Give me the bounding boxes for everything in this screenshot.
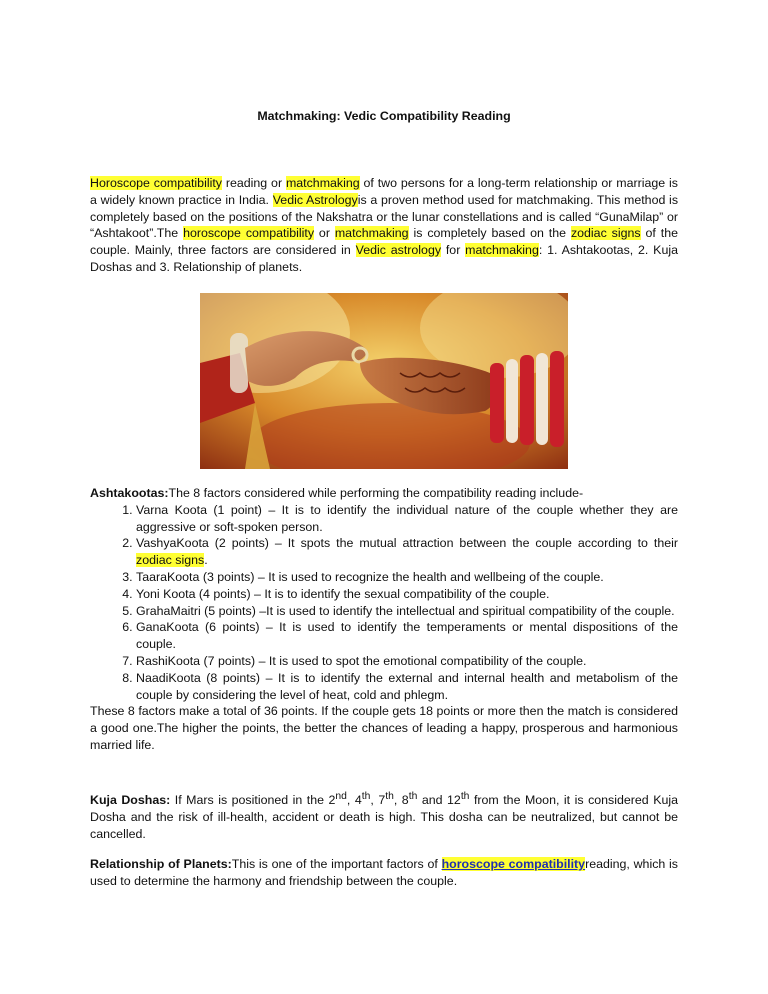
highlight-term: zodiac signs [136,553,205,568]
intro-paragraph: Horoscope compatibility reading or matchmaking of two persons for a long-term relationship or marriage is a widely known practice in India. Vedic Astrologyis a proven method used for matchmaking. This method is completely based on the positions of the Nakshatra or the lunar constellations and is called “GunaMilap” or “Ashtakoot”.The horoscope compatibility or matchmaking is completely based on the zodiac signs of the couple. Mainly, three factors are considered in Vedic astrology for matchmaking: 1. Ashtakootas, 2. Kuja Doshas and 3. Relationship of planets. [90,176,679,274]
ashtakootas-summary: These 8 factors make a total of 36 points. If the couple gets 18 points or more then the match is considered a good one.The higher the points, the better the chances of leading a happy, prosperous and harmonious married life. [90,704,678,752]
highlight-term: Vedic Astrology [272,192,358,207]
highlight-term: Horoscope compatibility [90,176,222,190]
highlight-term: matchmaking [285,176,360,190]
list-item: 3. TaaraKoota (3 points) – It is used to recognize the health and wellbeing of the couple. [136,569,678,586]
list-item: 7. RashiKoota (7 points) – It is used to spot the emotional compatibility of the couple. [136,653,678,670]
list-item: 1. Varna Koota (1 point) – It is to identify the individual nature of the couple whether they are aggressive or soft-spoken person. [136,502,678,536]
horoscope-compatibility-link[interactable]: horoscope compatibility [441,857,586,871]
list-item: 2. VashyaKoota (2 points) – It spots the mutual attraction between the couple according to their zodiac signs. [136,535,678,569]
list-item: 8. NaadiKoota (8 points) – It is to identify the external and internal health and metabolism of the couple by considering the level of heat, cold and phlegm. [136,670,678,704]
highlight-term: Vedic astrology [355,243,442,258]
section-heading: Kuja Doshas: [90,793,171,808]
highlight-term: matchmaking [334,226,409,241]
highlight-term: zodiac signs [570,226,641,241]
relationship-paragraph: Relationship of Planets:This is one of the important factors of horoscope compatibilityreading, which is used to determine the harmony and friendship between the couple. [90,857,678,888]
highlight-term: matchmaking [465,243,539,258]
kuja-doshas-paragraph: Kuja Doshas: If Mars is positioned in the 2nd, 4th, 7th, 8th and 12th from the Moon, it is considered Kuja Dosha and the risk of ill-health, accident or death is high. This dosha can be neutralized, but cannot be cancelled. [90,791,678,841]
section-heading: Relationship of Planets: [90,857,232,871]
section-heading: Ashtakootas: [90,486,169,500]
wedding-ring-photo [200,293,568,469]
highlight-term: horoscope compatibility [183,226,315,241]
koota-list [90,502,678,704]
ashtakootas-section: Ashtakootas:The 8 factors considered while performing the compatibility reading include- 1. Varna Koota (1 point) – It is to identify the individual nature of the couple whether they are aggressive or soft-spoken person. 2. VashyaKoota (2 points) – It spots the mutual attraction between the couple according to their zodiac signs. 3. TaaraKoota (3 points) – It is used to recognize the health and wellbeing of the couple. 4. Yoni Koota (4 points) – It is to identify the sexual compatibility of the couple. 5. GrahaMaitri (5 points) –It is used to identify the intellectual and spiritual compatibility of the couple. 6. GanaKoota (6 points) – It is used to identify the temperaments or mental dispositions of the couple. 7. RashiKoota (7 points) – It is used to spot the emotional compatibility of the couple. 8. NaadiKoota (8 points) – It is to identify the external and internal health and metabolism of the couple by considering the level of heat, cold and phlegm. These 8 factors make a total of 36 points. If the couple gets 18 points or more then the match is considered a good one.The higher the points, the better the chances of leading a happy, prosperous and harmonious married life. [90,485,678,754]
list-item: 5. GrahaMaitri (5 points) –It is used to identify the intellectual and spiritual compatibility of the couple. [136,603,678,620]
list-item: 6. GanaKoota (6 points) – It is used to identify the temperaments or mental dispositions of the couple. [136,619,678,653]
list-item: 4. Yoni Koota (4 points) – It is to identify the sexual compatibility of the couple. [136,586,678,603]
document-title: Matchmaking: Vedic Compatibility Reading [257,109,511,123]
